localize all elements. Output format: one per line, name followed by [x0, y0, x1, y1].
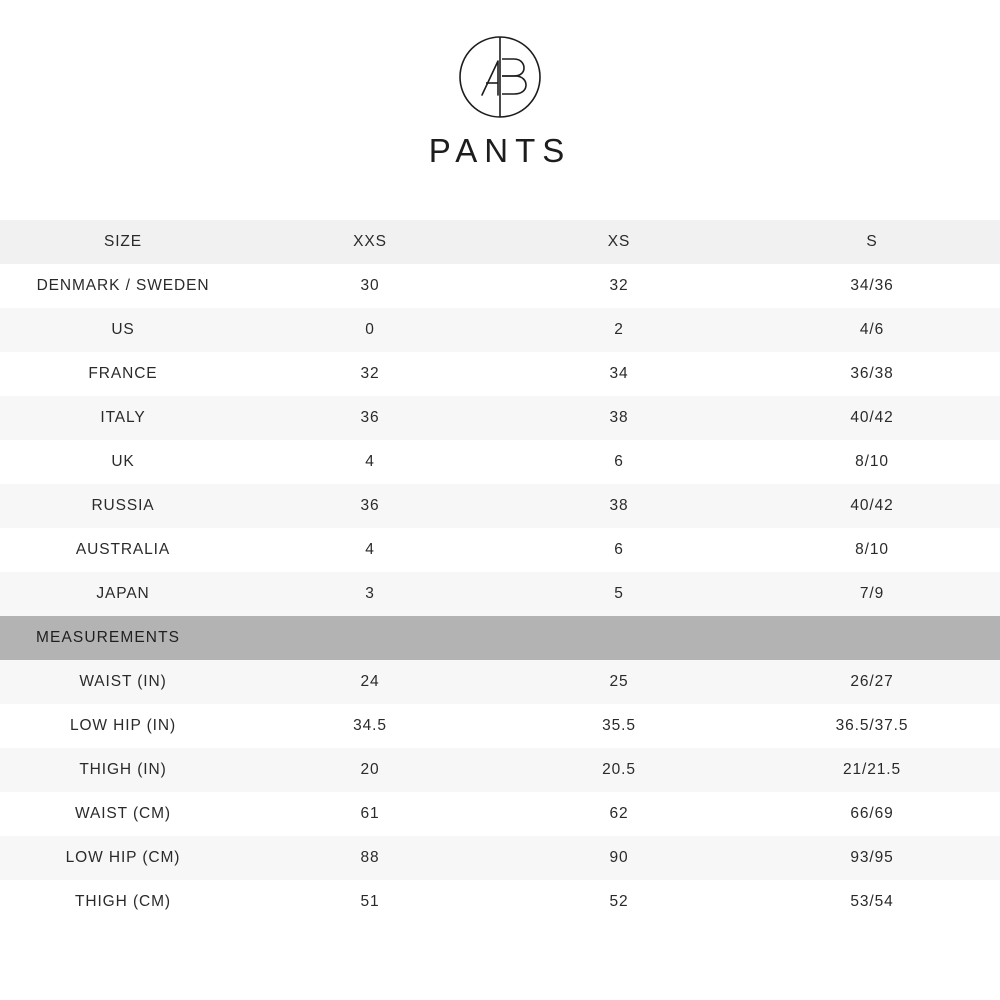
cell-xxs: 32 — [246, 352, 494, 396]
cell-xs: 32 — [494, 264, 744, 308]
cell-xxs: 3 — [246, 572, 494, 616]
cell-xs: 34 — [494, 352, 744, 396]
cell-xxs: 88 — [246, 836, 494, 880]
cell-s: 36.5/37.5 — [744, 704, 1000, 748]
cell-s: 8/10 — [744, 440, 1000, 484]
cell-s: 53/54 — [744, 880, 1000, 924]
table-row — [0, 660, 1000, 704]
table-row — [0, 748, 1000, 792]
cell-xxs: 20 — [246, 748, 494, 792]
cell-s: 93/95 — [744, 836, 1000, 880]
cell-xs: 52 — [494, 880, 744, 924]
column-header-xs: XS — [494, 220, 744, 264]
cell-xxs: 30 — [246, 264, 494, 308]
row-label: LOW HIP (CM) — [0, 836, 246, 880]
row-label: UK — [0, 440, 246, 484]
section-header-measurements — [0, 616, 1000, 660]
table-row — [0, 484, 1000, 528]
cell-xxs: 34.5 — [246, 704, 494, 748]
cell-xs: 5 — [494, 572, 744, 616]
cell-s: 4/6 — [744, 308, 1000, 352]
row-label: FRANCE — [0, 352, 246, 396]
cell-xxs: 4 — [246, 440, 494, 484]
table-row — [0, 704, 1000, 748]
ab-monogram-logo — [452, 35, 548, 119]
row-label: THIGH (CM) — [0, 880, 246, 924]
cell-s: 34/36 — [744, 264, 1000, 308]
size-chart-table — [0, 220, 1000, 924]
column-header-size: SIZE — [0, 220, 246, 264]
cell-xs: 6 — [494, 440, 744, 484]
cell-xs: 20.5 — [494, 748, 744, 792]
row-label: WAIST (CM) — [0, 792, 246, 836]
table-row — [0, 528, 1000, 572]
table-row — [0, 352, 1000, 396]
cell-xxs: 36 — [246, 396, 494, 440]
page-title: PANTS — [428, 132, 572, 169]
row-label: RUSSIA — [0, 484, 246, 528]
row-label: ITALY — [0, 396, 246, 440]
table-row — [0, 880, 1000, 924]
table-header-row — [0, 220, 1000, 264]
table-row — [0, 792, 1000, 836]
column-header-xxs: XXS — [246, 220, 494, 264]
cell-xxs: 51 — [246, 880, 494, 924]
section-label: MEASUREMENTS — [0, 616, 1000, 660]
table-row — [0, 264, 1000, 308]
cell-s: 26/27 — [744, 660, 1000, 704]
table-row — [0, 440, 1000, 484]
row-label: WAIST (IN) — [0, 660, 246, 704]
table-row — [0, 572, 1000, 616]
cell-xxs: 4 — [246, 528, 494, 572]
cell-s: 66/69 — [744, 792, 1000, 836]
cell-xs: 35.5 — [494, 704, 744, 748]
cell-s: 8/10 — [744, 528, 1000, 572]
cell-s: 7/9 — [744, 572, 1000, 616]
table-row — [0, 396, 1000, 440]
cell-s: 21/21.5 — [744, 748, 1000, 792]
cell-xxs: 24 — [246, 660, 494, 704]
table-row — [0, 836, 1000, 880]
cell-xs: 6 — [494, 528, 744, 572]
brand-logo-container — [0, 0, 1000, 110]
row-label: AUSTRALIA — [0, 528, 246, 572]
cell-xs: 2 — [494, 308, 744, 352]
cell-xs: 90 — [494, 836, 744, 880]
cell-xs: 38 — [494, 396, 744, 440]
column-header-s: S — [744, 220, 1000, 264]
cell-xxs: 61 — [246, 792, 494, 836]
row-label: THIGH (IN) — [0, 748, 246, 792]
row-label: LOW HIP (IN) — [0, 704, 246, 748]
table-row — [0, 308, 1000, 352]
cell-xs: 25 — [494, 660, 744, 704]
cell-xxs: 36 — [246, 484, 494, 528]
row-label: DENMARK / SWEDEN — [0, 264, 246, 308]
cell-s: 36/38 — [744, 352, 1000, 396]
row-label: JAPAN — [0, 572, 246, 616]
cell-s: 40/42 — [744, 484, 1000, 528]
cell-xs: 38 — [494, 484, 744, 528]
cell-s: 40/42 — [744, 396, 1000, 440]
cell-xs: 62 — [494, 792, 744, 836]
cell-xxs: 0 — [246, 308, 494, 352]
row-label: US — [0, 308, 246, 352]
